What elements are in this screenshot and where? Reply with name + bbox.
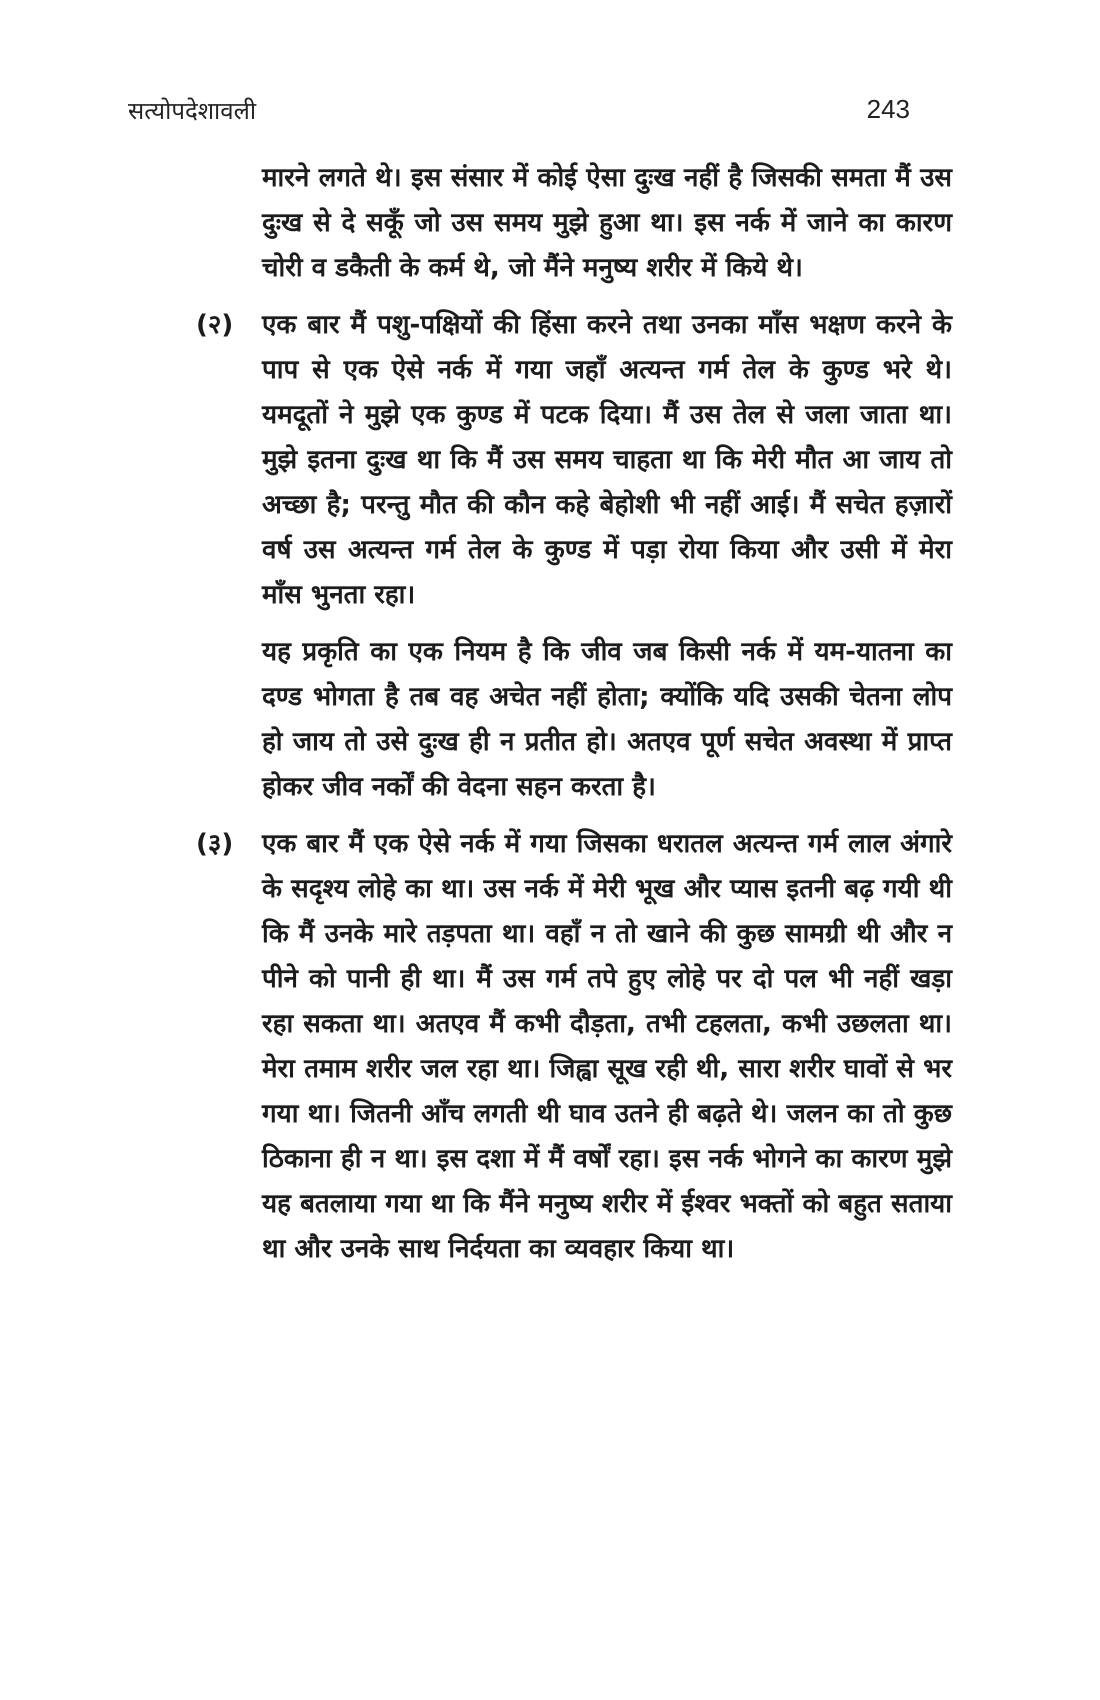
item-text-3: एक बार मैं एक ऐसे नर्क में गया जिसका धरातल अत्यन्त गर्म लाल अंगारे के सदृश्य लोहे का था। उस नर्क में मेरी भूख और प्यास इतनी बढ़ गयी थी कि मैं उनके मारे तड़पता था। वहाँ न तो खाने की कुछ सामग्री थी और न पीने को पानी ही था। मैं उस गर्म तपे हुए लोहे पर दो पल भी नहीं खड़ा रहा सकता था। अतएव मैं कभी दौड़ता, तभी टहलता, कभी उछलता था। मेरा तमाम शरीर जल रहा था। जिह्वा सूख रही थी, सारा शरीर घावों से भर गया था। जितनी आँच लगती थी घाव उतने ही बढ़ते थे। जलन का तो कुछ ठिकाना ही न था। इस दशा में मैं वर्षों रहा। इस नर्क भोगने का कारण मुझे यह बतलाया गया था कि मैंने मनुष्य शरीर में ईश्वर भक्तों को बहुत सताया था और उनके साथ निर्दयता का व्यवहार किया था। xyxy=(262,829,952,1264)
item-number-2: (२) xyxy=(196,310,234,340)
paragraph-continuation: मारने लगते थे। इस संसार में कोई ऐसा दुःख नहीं है जिसकी समता मैं उस दुःख से दे सकूँ जो उस समय मुझे हुआ था। इस नर्क में जाने का कारण चोरी व डकैती के कर्म थे, जो मैंने मनुष्य शरीर में किये थे। xyxy=(262,163,952,283)
page-number: 243 xyxy=(866,94,910,124)
numbered-item-3 xyxy=(196,822,952,1272)
page-body xyxy=(196,156,952,1284)
item-number-3: (३) xyxy=(196,829,234,859)
item-text-2: एक बार मैं पशु-पक्षियों की हिंसा करने तथा उनका माँस भक्षण करने के पाप से एक ऐसे नर्क में गया जहाँ अत्यन्त गर्म तेल के कुण्ड भरे थे। यमदूतों ने मुझे एक कुण्ड में पटक दिया। मैं उस तेल से जला जाता था। मुझे इतना दुःख था कि मैं उस समय चाहता था कि मेरी मौत आ जाय तो अच्छा है; परन्तु मौत की कौन कहे बेहोशी भी नहीं आई। मैं सचेत हज़ारों वर्ष उस अत्यन्त गर्म तेल के कुण्ड में पड़ा रोया किया और उसी में मेरा माँस भुनता रहा। xyxy=(262,310,952,610)
paragraph-nature-rule: यह प्रकृति का एक नियम है कि जीव जब किसी नर्क में यम-यातना का दण्ड भोगता है तब वह अचेत नहीं होता; क्योंकि यदि उसकी चेतना लोप हो जाय तो उसे दुःख ही न प्रतीत हो। अतएव पूर्ण सचेत अवस्था में प्राप्त होकर जीव नर्कों की वेदना सहन करता है। xyxy=(262,637,952,802)
running-title: सत्योपदेशावली xyxy=(128,97,257,125)
numbered-item-2 xyxy=(196,303,952,618)
